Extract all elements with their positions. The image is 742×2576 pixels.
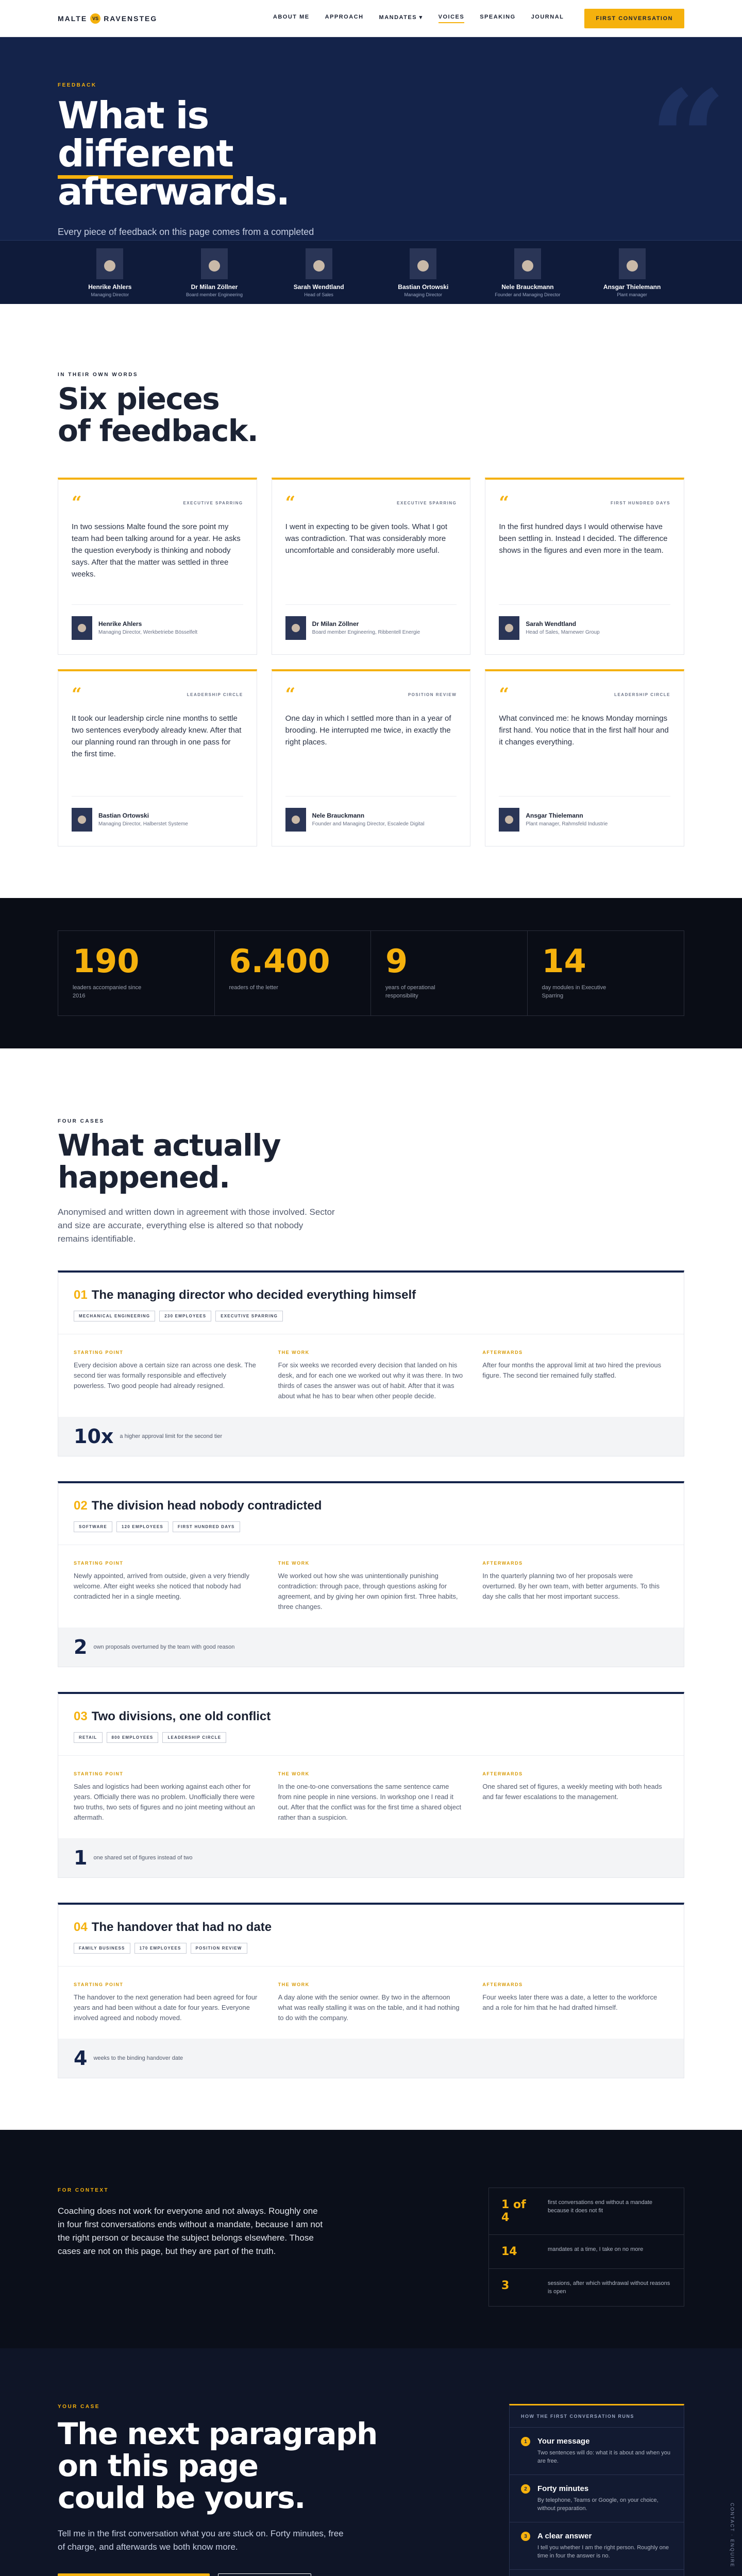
- stat-value: 14: [542, 942, 586, 980]
- avatar: [96, 248, 123, 279]
- ratio-value: 14: [501, 2245, 517, 2258]
- case-column-label: AFTERWARDS: [482, 1771, 523, 1776]
- hero-eyebrow: FEEDBACK: [58, 82, 97, 88]
- step-item: [510, 2428, 684, 2475]
- feedback-card: [58, 478, 257, 655]
- case-chip: EXECUTIVE SPARRING: [215, 1311, 283, 1321]
- person[interactable]: [168, 248, 261, 297]
- card-top: [285, 686, 457, 703]
- stat-item: [371, 931, 528, 1015]
- steps-panel: [509, 2404, 684, 2576]
- person-photo: [104, 260, 115, 272]
- case-column-text: The handover to the next generation had been agreed for four years and had been without a date for four years. Everyone involved agreed and nobody moved.: [74, 1993, 258, 2022]
- card-top: [499, 686, 670, 703]
- case-column-label: STARTING POINT: [74, 1771, 124, 1776]
- ratio-value: 3: [501, 2279, 510, 2292]
- cases-eyebrow: FOUR CASES: [58, 1118, 105, 1124]
- case-column-text: For six weeks we recorded every decision that landed on his desk, and for each one we worked out why it was there. In two thirds of cases the answer was out of habit. After that it was about what he has to bear when other people decide.: [278, 1361, 463, 1400]
- case-chip: SOFTWARE: [74, 1521, 112, 1532]
- cases-title-line-1: What actually: [58, 1128, 281, 1163]
- step-desc: Two sentences will do: what it is about and when you are free.: [537, 2450, 671, 2464]
- stat-label: leaders accompanied since 2016: [73, 985, 142, 999]
- arrange-conversation-button[interactable]: [58, 2573, 210, 2576]
- card-tag: LEADERSHIP CIRCLE: [614, 692, 670, 697]
- case-result-label: a higher approval limit for the second tier: [120, 1433, 223, 1439]
- card-top: [499, 494, 670, 512]
- person[interactable]: [481, 248, 574, 297]
- case-result-value: 4: [74, 2047, 88, 2070]
- author-info: [98, 812, 188, 828]
- person-photo: [505, 816, 513, 824]
- person-photo: [627, 260, 638, 272]
- ratio-row: [489, 2235, 684, 2269]
- case-result: [58, 2039, 684, 2078]
- person-role: Managing Director: [91, 292, 129, 297]
- case-title-text: The division head nobody contradicted: [91, 1499, 322, 1513]
- nav-item-mandates[interactable]: MANDATES ▾: [379, 14, 423, 21]
- person-role: Head of Sales: [304, 292, 333, 297]
- case-column: [278, 1350, 464, 1401]
- card-tag: POSITION REVIEW: [408, 692, 457, 697]
- see-mandates-button[interactable]: [218, 2573, 312, 2576]
- case-column: [278, 1982, 464, 2023]
- case-result-value: 1: [74, 1846, 88, 1869]
- case-result-value: 10x: [74, 1425, 114, 1448]
- feedback-card: [58, 669, 257, 846]
- top-nav: [0, 0, 742, 37]
- step-number: 3: [521, 2532, 530, 2541]
- cta-lead: Tell me in the first conversation what you are stuck on. Forty minutes, free of charge, and afterwards we both know more.: [58, 2529, 344, 2552]
- author-role: Plant manager, Rahmsfeld Industrie: [526, 821, 608, 827]
- main-menu: [273, 14, 564, 23]
- feedback-card: [485, 669, 684, 846]
- cta-title: [58, 2418, 418, 2514]
- card-tag: EXECUTIVE SPARRING: [183, 500, 243, 505]
- nav-item-approach[interactable]: APPROACH: [325, 14, 364, 20]
- avatar: [201, 248, 228, 279]
- card-author: [499, 604, 670, 640]
- quote-icon: “: [499, 684, 509, 705]
- logo-right: RAVENSTEG: [104, 14, 158, 23]
- step-number: 2: [521, 2484, 530, 2494]
- case-columns: [58, 1966, 684, 2039]
- feedback-eyebrow: IN THEIR OWN WORDS: [58, 372, 139, 378]
- case-chip: 120 EMPLOYEES: [116, 1521, 168, 1532]
- card-quote: It took our leadership circle nine months to settle two sentences everybody already knew. After that our planning round ran through in one pass for the first time.: [72, 714, 242, 758]
- stat-label: day modules in Executive Sparring: [542, 985, 606, 999]
- case-chip: 800 EMPLOYEES: [107, 1732, 159, 1743]
- person-name: Ansgar Thielemann: [603, 283, 661, 291]
- logo-mark: VS: [90, 13, 100, 24]
- case-column: [482, 1771, 668, 1823]
- nav-item-speaking[interactable]: SPEAKING: [480, 14, 516, 20]
- person-name: Sarah Wendtland: [293, 283, 344, 291]
- case-column: [482, 1350, 668, 1401]
- stats-section: [0, 898, 742, 1048]
- author-name: Bastian Ortowski: [98, 811, 149, 819]
- step-body: [537, 2437, 672, 2465]
- case-chip: POSITION REVIEW: [191, 1943, 247, 1954]
- person-name: Bastian Ortowski: [398, 283, 449, 291]
- card-author: [285, 796, 457, 832]
- case-column-text: After four months the approval limit at two hired the previous figure. The second tier remained fully staffed.: [482, 1361, 662, 1379]
- case-column: [74, 1771, 260, 1823]
- avatar: [285, 616, 306, 640]
- avatar: [514, 248, 541, 279]
- quote-icon: “: [285, 493, 296, 513]
- case-card: [58, 1270, 684, 1456]
- case-column: [482, 1561, 668, 1612]
- card-top: [72, 686, 243, 703]
- stat-value: 6.400: [229, 942, 330, 980]
- hero-title: [58, 96, 684, 211]
- author-role: Board member Engineering, Ribbentell Energie: [312, 629, 420, 635]
- card-tag: EXECUTIVE SPARRING: [397, 500, 457, 505]
- case-column: [482, 1982, 668, 2023]
- steps-footnote: [510, 2570, 684, 2576]
- step-title: Forty minutes: [537, 2484, 589, 2493]
- case-head: [58, 1694, 684, 1743]
- author-name: Sarah Wendtland: [526, 620, 577, 628]
- step-desc: I tell you whether I am the right person. Roughly one time in four the answer is no.: [537, 2545, 669, 2559]
- ratio-row: [489, 2188, 684, 2235]
- feedback-title-line-2: of feedback.: [58, 413, 258, 448]
- hero-title-line-1: What is: [58, 94, 209, 137]
- case-column-label: AFTERWARDS: [482, 1561, 523, 1566]
- case-chip: 170 EMPLOYEES: [134, 1943, 187, 1954]
- case-chip: MECHANICAL ENGINEERING: [74, 1311, 155, 1321]
- ratio-label: sessions, after which withdrawal without reasons is open: [548, 2280, 670, 2295]
- case-column-label: STARTING POINT: [74, 1350, 124, 1355]
- case-column: [74, 1982, 260, 2023]
- case-result-value: 2: [74, 1636, 88, 1658]
- avatar: [619, 248, 646, 279]
- card-top: [72, 494, 243, 512]
- card-top: [285, 494, 457, 512]
- case-chip: RETAIL: [74, 1732, 103, 1743]
- case-column-label: STARTING POINT: [74, 1982, 124, 1987]
- case-column-text: A day alone with the senior owner. By two in the afternoon what was really stalling it was on the table, and it had nothing to do with the company.: [278, 1993, 460, 2022]
- avatar: [306, 248, 332, 279]
- case-title-text: The managing director who decided everything himself: [91, 1288, 416, 1302]
- case-result: [58, 1838, 684, 1877]
- stat-label: readers of the letter: [229, 985, 278, 991]
- ratio-row: [489, 2269, 684, 2306]
- case-result-label: own proposals overturned by the team with good reason: [93, 1644, 235, 1650]
- cta-title-line-2: on this page: [58, 2448, 258, 2483]
- card-tag: LEADERSHIP CIRCLE: [187, 692, 243, 697]
- card-quote: One day in which I settled more than in a year of brooding. He interrupted me twice, in exactly the right places.: [285, 714, 451, 747]
- person-role: Founder and Managing Director: [495, 292, 561, 297]
- case-result-label: one shared set of figures instead of two: [93, 1855, 193, 1861]
- step-item: [510, 2522, 684, 2570]
- case-number: 04: [74, 1920, 88, 1934]
- case-column-text: In the one-to-one conversations the same sentence came from nine people in nine versions. In workshop one I read it out. After that the conflict was for the first time a shared object rather than a suspicion.: [278, 1783, 462, 1821]
- nav-item-journal[interactable]: JOURNAL: [531, 14, 564, 20]
- ratio-label: first conversations end without a mandate because it does not fit: [548, 2199, 653, 2214]
- card-author: [285, 604, 457, 640]
- case-head: [58, 1273, 684, 1321]
- case-result: [58, 1417, 684, 1456]
- case-column: [278, 1561, 464, 1612]
- person-photo: [313, 260, 325, 272]
- case-chips: [74, 1943, 668, 1954]
- avatar: [72, 808, 92, 832]
- case-chips: [74, 1311, 668, 1321]
- hero-title-line-3: afterwards.: [58, 170, 290, 213]
- step-item: [510, 2475, 684, 2522]
- case-column-label: STARTING POINT: [74, 1561, 124, 1566]
- person-photo: [292, 624, 300, 632]
- feedback-card: [485, 478, 684, 655]
- logo[interactable]: [58, 13, 157, 24]
- people-strip: [0, 240, 742, 304]
- cases-section: [0, 1048, 742, 2130]
- person-photo: [292, 816, 300, 824]
- feedback-cards: [58, 478, 684, 846]
- case-head: [58, 1483, 684, 1532]
- quote-icon: “: [649, 61, 727, 218]
- card-author: [499, 796, 670, 832]
- case-columns: [58, 1755, 684, 1838]
- card-quote: I went in expecting to be given tools. What I got was contradiction. That was considerably more uncomfortable and considerably more useful.: [285, 522, 448, 555]
- hero-title-line-2: different: [58, 132, 233, 179]
- author-info: [312, 812, 425, 828]
- case-column-label: THE WORK: [278, 1350, 310, 1355]
- person-role: Board member Engineering: [185, 292, 243, 297]
- cta-title-line-1: The next paragraph: [58, 2416, 377, 2451]
- stat-item: [215, 931, 372, 1015]
- case-column-text: One shared set of figures, a weekly meeting with both heads and far fewer escalations to the management.: [482, 1783, 662, 1801]
- case-column: [74, 1350, 260, 1401]
- stats-box: [58, 930, 684, 1016]
- author-role: Head of Sales, Marnewer Group: [526, 629, 600, 635]
- card-quote: What convinced me: he knows Monday mornings first hand. You notice that in the first half hour and it changes everything.: [499, 714, 669, 747]
- author-name: Nele Brauckmann: [312, 811, 365, 819]
- context-eyebrow: FOR CONTEXT: [58, 2188, 109, 2193]
- feedback-section: [0, 304, 742, 898]
- person[interactable]: [377, 248, 469, 297]
- quote-icon: “: [72, 493, 82, 513]
- cta-title-line-3: could be yours.: [58, 2480, 305, 2515]
- case-chip: 230 EMPLOYEES: [159, 1311, 211, 1321]
- case-column-text: Newly appointed, arrived from outside, given a very friendly welcome. After eight weeks she noticed that nobody had contradicted her in a single meeting.: [74, 1572, 250, 1600]
- case-card: [58, 1692, 684, 1878]
- case-chips: [74, 1521, 668, 1532]
- case-number: 03: [74, 1709, 88, 1723]
- feedback-title: [58, 383, 684, 447]
- ratio-value: 1 of 4: [501, 2198, 526, 2224]
- quote-icon: “: [285, 684, 296, 705]
- case-number: 02: [74, 1499, 88, 1513]
- card-quote: In the first hundred days I would otherwise have been settling in. Instead I decided. The difference shows in the figures and even more in the team.: [499, 522, 668, 555]
- feedback-title-line-1: Six pieces: [58, 381, 220, 416]
- ratios-box: [488, 2188, 684, 2307]
- author-name: Ansgar Thielemann: [526, 811, 583, 819]
- case-chip: FAMILY BUSINESS: [74, 1943, 130, 1954]
- author-role: Managing Director, Werkbetriebe Bösselfelt: [98, 629, 198, 635]
- author-role: Founder and Managing Director, Escalede Digital: [312, 821, 425, 827]
- feedback-card: [272, 478, 471, 655]
- step-body: [537, 2484, 672, 2513]
- stat-item: [58, 931, 215, 1015]
- case-title: [74, 1288, 668, 1302]
- step-number: 1: [521, 2437, 530, 2446]
- stat-value: 9: [385, 942, 408, 980]
- case-column-label: AFTERWARDS: [482, 1982, 523, 1987]
- case-chips: [74, 1732, 668, 1743]
- step-title: A clear answer: [537, 2532, 592, 2540]
- step-desc: By telephone, Teams or Google, on your choice, without preparation.: [537, 2497, 659, 2512]
- case-column-text: Four weeks later there was a date, a letter to the workforce and a role for him that he had drafted himself.: [482, 1993, 657, 2011]
- author-role: Managing Director, Halberstet Systeme: [98, 821, 188, 827]
- case-card: [58, 1903, 684, 2078]
- person-photo: [78, 624, 86, 632]
- cases-lead: Anonymised and written down in agreement with those involved. Sector and size are accurate, everything else is altered so that nobody remains identifiable.: [58, 1207, 335, 1244]
- case-chip: LEADERSHIP CIRCLE: [162, 1732, 226, 1743]
- card-author: [72, 796, 243, 832]
- nav-item-voices[interactable]: VOICES: [439, 14, 465, 23]
- author-info: [526, 620, 599, 636]
- step-title: Your message: [537, 2437, 590, 2446]
- hero: [0, 37, 742, 304]
- case-number: 01: [74, 1288, 88, 1302]
- first-conversation-button[interactable]: FIRST CONVERSATION: [584, 9, 684, 28]
- person[interactable]: [273, 248, 365, 297]
- case-title: [74, 1499, 668, 1513]
- case-column-label: AFTERWARDS: [482, 1350, 523, 1355]
- cta-eyebrow: YOUR CASE: [58, 2404, 100, 2410]
- case-columns: [58, 1334, 684, 1417]
- author-name: Dr Milan Zöllner: [312, 620, 359, 628]
- person[interactable]: [586, 248, 679, 297]
- person-name: Nele Brauckmann: [501, 283, 554, 291]
- case-title-text: The handover that had no date: [91, 1920, 272, 1934]
- cta-section: [0, 2348, 742, 2576]
- hero-lead: Every piece of feedback on this page comes from a completed: [58, 227, 314, 237]
- case-card: [58, 1481, 684, 1667]
- person-photo: [522, 260, 533, 272]
- case-column-text: Sales and logistics had been working against each other for years. Officially there was no problem. Unofficially there were two truths, two sets of figures and no joint meeting without an aftermath.: [74, 1783, 255, 1821]
- author-info: [98, 620, 197, 636]
- person[interactable]: [63, 248, 156, 297]
- case-head: [58, 1905, 684, 1954]
- case-column: [278, 1771, 464, 1823]
- author-name: Henrike Ahlers: [98, 620, 142, 628]
- case-column-label: THE WORK: [278, 1771, 310, 1776]
- cases-title-line-2: happened.: [58, 1160, 230, 1195]
- person-photo: [505, 624, 513, 632]
- person-name: Dr Milan Zöllner: [191, 283, 238, 291]
- case-columns: [58, 1545, 684, 1628]
- case-result-label: weeks to the binding handover date: [93, 2055, 183, 2061]
- card-quote: In two sessions Malte found the sore point my team had been talking around for a year. He asks the question everybody is thinking and nobody says. After that the matter was settled in three weeks.: [72, 522, 241, 579]
- feedback-card: [272, 669, 471, 846]
- card-tag: FIRST HUNDRED DAYS: [610, 500, 670, 505]
- case-title: [74, 1920, 668, 1935]
- case-column: [74, 1561, 260, 1612]
- avatar: [499, 808, 519, 832]
- avatar: [410, 248, 436, 279]
- side-contact-tab[interactable]: CONTACT · ENQUIRE: [730, 2503, 735, 2568]
- nav-item-about[interactable]: ABOUT ME: [273, 14, 310, 20]
- case-column-label: THE WORK: [278, 1561, 310, 1566]
- steps-title: HOW THE FIRST CONVERSATION RUNS: [510, 2405, 684, 2428]
- person-role: Plant manager: [617, 292, 647, 297]
- author-info: [312, 620, 420, 636]
- step-body: [537, 2532, 672, 2560]
- quote-icon: “: [499, 493, 509, 513]
- case-column-text: In the quarterly planning two of her proposals were overturned. By her own team, with better arguments. To this day she calls that her most important success.: [482, 1572, 660, 1600]
- context-section: [0, 2130, 742, 2348]
- case-title: [74, 1709, 668, 1724]
- context-text: Coaching does not work for everyone and not always. Roughly one in four first conversations ends without a mandate, because I am not the right person or because the subject belongs elsewhere. Those cases are not on this page, but they are part of the truth.: [58, 2206, 323, 2256]
- logo-left: MALTE: [58, 14, 88, 23]
- case-column-text: Every decision above a certain size ran across one desk. The second tier was formally responsible and effectively powerless. Two good people had already resigned.: [74, 1361, 256, 1389]
- person-name: Henrike Ahlers: [88, 283, 132, 291]
- avatar: [285, 808, 306, 832]
- case-column-text: We worked out how she was unintentionally punishing contradiction: through pace, through questions asking for agreement, and by giving her own opinion first. Three habits, three changes.: [278, 1572, 458, 1611]
- case-column-label: THE WORK: [278, 1982, 310, 1987]
- ratio-label: mandates at a time, I take on no more: [548, 2246, 644, 2252]
- cases-title: [58, 1129, 684, 1193]
- stat-label: years of operational responsibility: [385, 985, 435, 999]
- avatar: [72, 616, 92, 640]
- person-photo: [78, 816, 86, 824]
- author-info: [526, 812, 608, 828]
- case-chip: FIRST HUNDRED DAYS: [173, 1521, 240, 1532]
- person-role: Managing Director: [404, 292, 443, 297]
- stat-value: 190: [73, 942, 140, 980]
- case-result: [58, 1628, 684, 1667]
- case-title-text: Two divisions, one old conflict: [91, 1709, 271, 1723]
- quote-icon: “: [72, 684, 82, 705]
- person-photo: [209, 260, 220, 272]
- card-author: [72, 604, 243, 640]
- avatar: [499, 616, 519, 640]
- stat-item: [528, 931, 684, 1015]
- person-photo: [417, 260, 429, 272]
